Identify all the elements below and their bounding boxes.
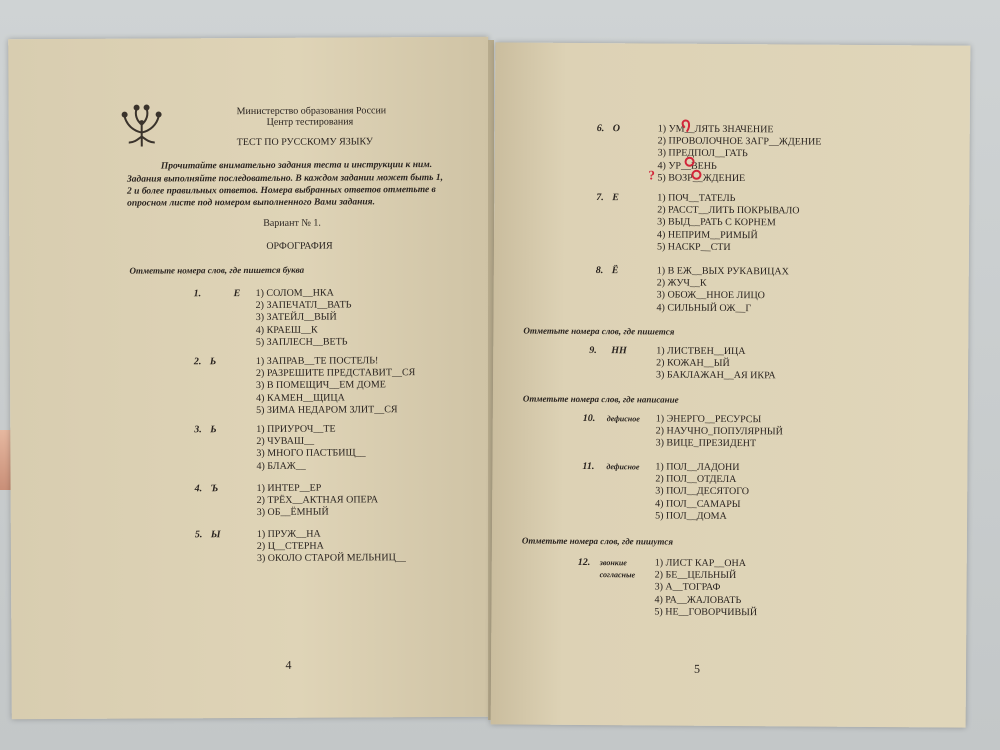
q3-letter: Ь [210,424,217,436]
q3-options [256,423,365,472]
q11-option: 1) ПОЛ__ЛАДОНИ [655,461,740,474]
left-page [8,37,492,720]
q12-option: 4) РА__ЖАЛОВАТЬ [654,594,742,606]
q1-number: 1. [193,288,202,300]
q1-letter: Е [233,288,241,300]
q9-options [656,345,776,382]
q6-option: 4) УР__ВЕНЬ [657,160,717,172]
q12-option: 1) ЛИСТ КАР__ОНА [654,557,747,570]
q11-number: 11. [582,460,595,473]
q7-option: 3) ВЫД__РАТЬ С КОРНЕМ [657,216,776,229]
q2-option: 2) РАЗРЕШИТЕ ПРЕДСТАВИТ__СЯ [255,367,416,380]
q8-letter: Ё [611,265,619,277]
q7-option: 5) НАСКР__СТИ [656,241,731,253]
q6-option: 2) ПРОВОЛОЧНОЕ ЗАГР__ЖДЕНИЕ [657,135,822,148]
red-pen-marks [678,118,728,188]
q8-option: 1) В ЕЖ__ВЫХ РУКАВИЦАХ [656,265,789,278]
q8-option: 3) ОБОЖ__ННОЕ ЛИЦО [656,289,765,302]
q10-option: 1) ЭНЕРГО__РЕСУРСЫ [655,413,762,426]
q2-letter: Ь [209,356,217,368]
ministry-name: Министерство образования России [236,105,387,118]
q6-number: 6. [596,123,605,135]
q4-option: 1) ИНТЕР__ЕР [256,482,322,494]
q7-option: 1) ПОЧ__ТАТЕЛЬ [657,192,736,205]
q10-letter: дефисное [606,414,640,424]
q8-option: 4) СИЛЬНЫЙ ОЖ__Г [656,302,752,314]
q11-option: 4) ПОЛ__САМАРЫ [655,498,741,510]
q12-option: 2) БЕ__ЦЕЛЬНЫЙ [654,569,737,582]
q7-options [657,192,800,254]
page-number-right: 5 [693,661,701,676]
q12-label-voiced: звонкие [599,558,627,568]
q8-option: 2) ЖУЧ__К [656,277,707,290]
q1-option: 5) ЗАПЛЕСН__ВЕТЬ [255,336,348,348]
q11-letter: дефисное [606,462,640,472]
q1-option: 3) ЗАТЕЙЛ__ВЫЙ [255,311,337,324]
variant-label: Вариант № 1. [263,217,321,229]
instruction: Отметьте номера слов, где пишется буква [129,264,305,276]
q12-option: 3) А__ТОГРАФ [654,581,721,594]
q2-options [256,355,416,417]
q11-option: 5) ПОЛ__ДОМА [655,510,727,522]
handwritten-question-mark: ? [648,167,656,183]
intro-line-2: Задания выполняйте последовательно. В каждом задании может быть 1, [126,172,443,185]
q9-option: 1) ЛИСТВЕН__ИЦА [656,345,746,358]
q10-options [656,413,783,450]
section-title: ОРФОГРАФИЯ [266,240,333,252]
q6-letter: О [612,123,621,135]
q12-label-consonants: согласные [599,570,636,580]
q3-option: 1) ПРИУРОЧ__ТЕ [256,423,336,435]
q8-options [656,265,788,315]
instruction-4: Отметьте номера слов, где пишутся [521,535,674,547]
q5-option: 1) ПРУЖ__НА [256,528,321,540]
q3-option: 4) БЛАЖ__ [256,460,306,472]
q11-options [655,461,749,523]
q1-option: 4) КРАЕШ__К [255,324,318,336]
intro-line-4: опросном листе под номером выполненного Вами задания. [127,197,375,209]
q12-number: 12. [577,556,591,569]
q7-letter: Е [612,192,620,204]
q7-number: 7. [596,192,604,204]
q4-option: 3) ОБ__ЁМНЫЙ [256,506,329,519]
page-number-left: 4 [285,657,292,672]
ministry-logo [121,102,163,146]
q8-number: 8. [595,265,604,277]
q2-option: 3) В ПОМЕЩИЧ__ЕМ ДОМЕ [256,379,386,392]
test-title: ТЕСТ ПО РУССКОМУ ЯЗЫКУ [236,136,374,149]
q10-option: 3) ВИЦЕ_ПРЕЗИДЕНТ [655,437,757,450]
intro-line-1: Прочитайте внимательно задания теста и инструкции к ним. [160,160,433,172]
q6-option: 5) ВОЗР__ЖДЕНИЕ [657,172,746,184]
q7-option: 2) РАССТ__ЛИТЬ ПОКРЫВАЛО [657,204,800,217]
q6-option: 1) УМ__ЛЯТЬ ЗНАЧЕНИЕ [657,123,774,136]
q5-options [257,528,406,565]
q2-number: 2. [193,356,202,368]
q2-option: 4) КАМЕН__ЩИЦА [256,392,345,404]
q5-number: 5. [194,529,203,541]
q4-letter: Ъ [210,483,219,495]
intro-line-3: 2 и более правильных ответов. Номера выбранных ответов отметьте в [126,185,436,197]
q4-option: 2) ТРЁХ__АКТНАЯ ОПЕРА [256,494,379,507]
q1-option: 1) СОЛОМ__НКА [255,287,334,299]
q6-option: 3) ПРЕДПОЛ__ГАТЬ [657,147,748,160]
q3-number: 3. [194,424,202,436]
q5-option: 2) Ц__СТЕРНА [256,540,324,553]
q11-option: 3) ПОЛ__ДЕСЯТОГО [655,485,750,498]
q7-option: 4) НЕПРИМ__РИМЫЙ [657,229,758,241]
q9-number: 9. [589,345,597,357]
q9-option: 2) КОЖАН__ЫЙ [656,357,730,370]
q12-options [654,557,757,619]
q1-options [256,287,352,348]
q11-option: 2) ПОЛ__ОТДЕЛА [655,473,737,486]
q2-option: 5) ЗИМА НЕДАРОМ ЗЛИТ__СЯ [256,403,398,416]
testing-center: Центр тестирования [266,116,354,128]
q3-option: 2) ЧУВАШ__ [256,435,315,448]
q4-number: 4. [194,483,203,495]
q12-option: 5) НЕ__ГОВОРЧИВЫЙ [654,606,758,618]
q5-letter: Ы [210,529,221,541]
q9-letter: НН [611,345,627,357]
right-page [491,42,971,727]
q3-option: 3) МНОГО ПАСТБИЩ__ [256,447,366,460]
q10-number: 10. [582,412,596,425]
q1-option: 2) ЗАПЕЧАТЛ__ВАТЬ [255,299,352,312]
q2-option: 1) ЗАПРАВ__ТЕ ПОСТЕЛЬ! [255,355,379,367]
q9-option: 3) БАКЛАЖАН__АЯ ИКРА [656,369,776,382]
instruction-2: Отметьте номера слов, где пишется [523,325,675,337]
instruction-3: Отметьте номера слов, где написание [522,393,679,405]
q4-options [257,482,379,519]
q10-option: 2) НАУЧНО_ПОПУЛЯРНЫЙ [655,425,783,438]
q5-option: 3) ОКОЛО СТАРОЙ МЕЛЬНИЦ__ [256,552,406,565]
